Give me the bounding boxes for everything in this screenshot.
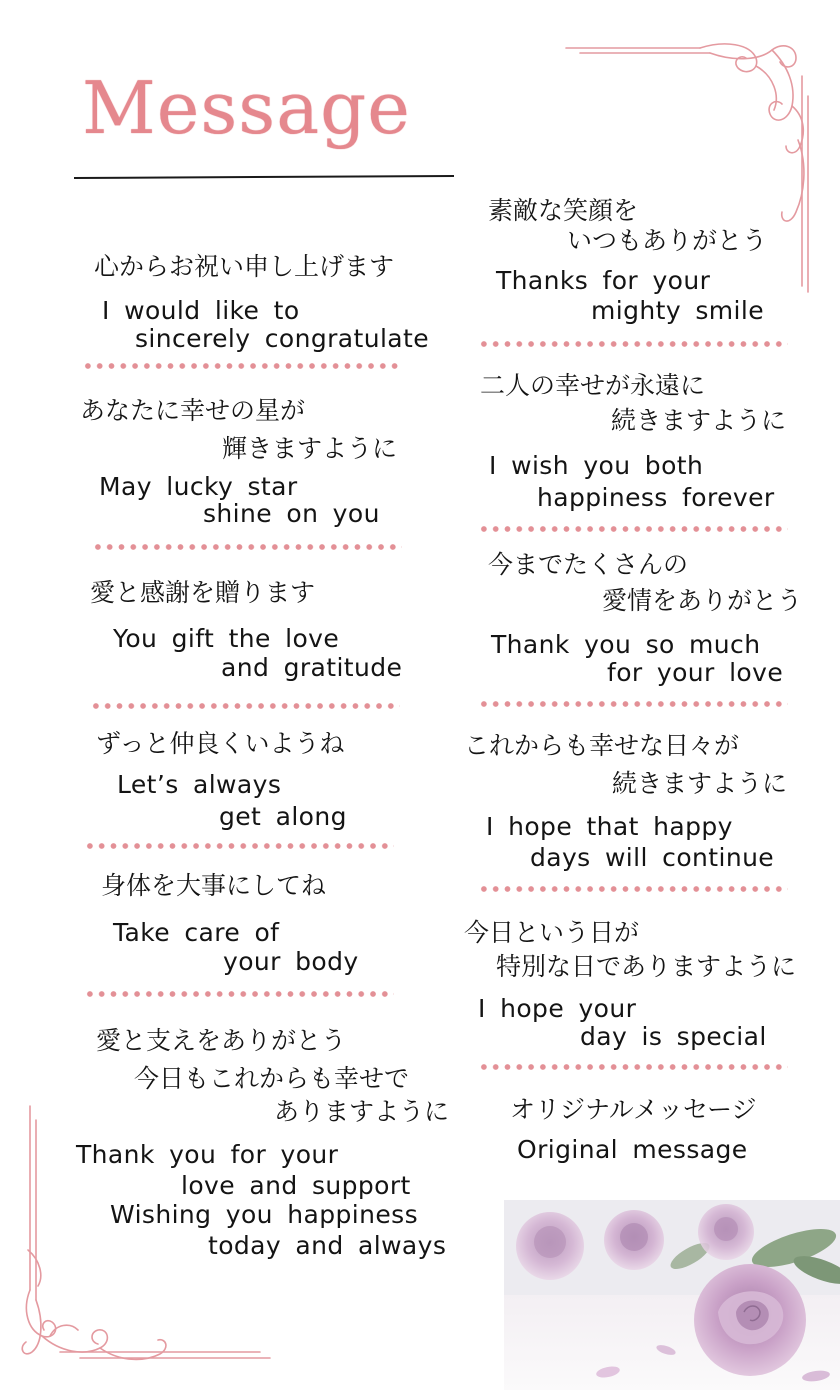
message-jp-line: 今日もこれからも幸せで	[134, 1064, 410, 1093]
message-en-line: I hope your	[478, 994, 637, 1023]
dotted-divider	[478, 1063, 788, 1071]
message-jp-line: あなたに幸せの星が	[80, 396, 306, 425]
message-en-line: mighty smile	[591, 296, 765, 325]
dotted-divider	[90, 702, 400, 710]
dotted-divider	[92, 543, 402, 551]
message-en-line: shine on you	[203, 499, 380, 528]
page-title: Message	[82, 66, 411, 150]
message-jp-line: ありますように	[274, 1097, 450, 1126]
message-jp-line: これからも幸せな日々が	[464, 731, 740, 760]
message-en-line: Wishing you happiness	[110, 1200, 418, 1229]
message-en-line: May lucky star	[99, 472, 298, 501]
message-en-line: I wish you both	[489, 451, 704, 480]
message-jp-line: 続きますように	[611, 406, 787, 435]
message-jp-line: 輝きますように	[222, 434, 398, 463]
message-jp-line: 二人の幸せが永遠に	[480, 371, 706, 400]
message-en-line: days will continue	[530, 843, 775, 872]
message-en-line: Thank you so much	[491, 630, 761, 659]
dotted-divider	[84, 842, 394, 850]
message-jp-line: 今までたくさんの	[488, 550, 689, 579]
message-jp-line: 愛と感謝を贈ります	[90, 578, 316, 607]
message-jp-line: 愛と支えをありがとう	[96, 1026, 347, 1055]
message-en-line: happiness forever	[537, 483, 775, 512]
message-jp-line: いつもありがとう	[567, 226, 768, 255]
dotted-divider	[478, 700, 788, 708]
message-en-line: and gratitude	[221, 653, 403, 682]
dotted-divider	[82, 362, 402, 370]
message-jp-line: 特別な日でありますように	[496, 952, 797, 981]
message-jp-line: 身体を大事にしてね	[101, 871, 327, 900]
message-en-line: today and always	[208, 1231, 447, 1260]
message-en-line: your body	[223, 947, 359, 976]
message-en-line: Thanks for your	[496, 266, 711, 295]
message-en-line: I would like to	[102, 296, 300, 325]
dotted-divider	[84, 990, 394, 998]
dotted-divider	[478, 340, 788, 348]
message-en-line: Original message	[517, 1135, 748, 1164]
message-jp-line: 愛情をありがとう	[602, 586, 803, 615]
message-en-line: love and support	[181, 1171, 411, 1200]
message-en-line: day is special	[580, 1022, 767, 1051]
message-en-line: Thank you for your	[76, 1140, 339, 1169]
message-en-line: Let’s always	[117, 770, 282, 799]
message-jp-line: 今日という日が	[464, 918, 640, 947]
message-jp-line: 続きますように	[612, 769, 788, 798]
message-jp-line: オリジナルメッセージ	[510, 1095, 757, 1124]
message-jp-line: ずっと仲良くいようね	[96, 729, 345, 758]
message-jp-line: 心からお祝い申し上げます	[94, 252, 395, 281]
message-en-line: Take care of	[113, 918, 280, 947]
message-en-line: for your love	[607, 658, 784, 687]
message-en-line: sincerely congratulate	[135, 324, 429, 353]
dotted-divider	[478, 885, 788, 893]
message-en-line: I hope that happy	[486, 812, 733, 841]
flourish-corner-icon	[560, 36, 820, 296]
message-en-line: get along	[219, 802, 347, 831]
purple-roses-photo	[504, 1200, 840, 1390]
message-en-line: You gift the love	[113, 624, 340, 653]
message-jp-line: 素敵な笑顔を	[488, 196, 639, 225]
dotted-divider	[478, 525, 788, 533]
